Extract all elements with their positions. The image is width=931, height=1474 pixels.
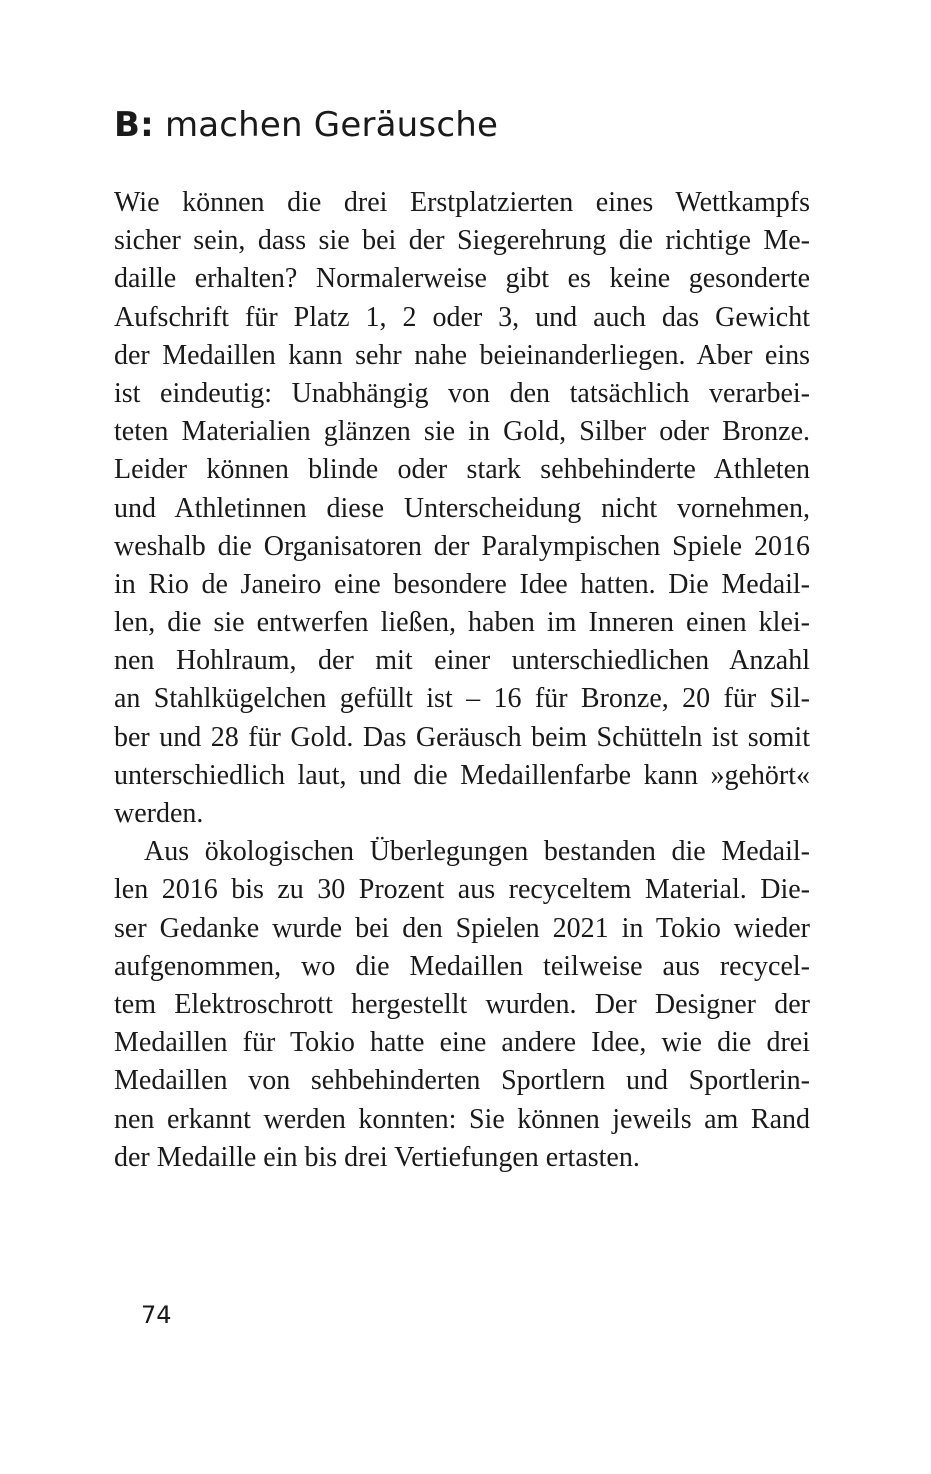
paragraph-1 [114,184,810,833]
text-line: Medaillen für Tokio hatte eine andere Idee, wie die drei [114,1027,810,1059]
text-line: ist eindeutig: Unabhängig von den tatsächlich verarbei- [114,377,810,409]
text-line: weshalb die Organisatoren der Paralympischen Spiele 2016 [114,530,810,562]
text-line: len, die sie entwerfen ließen, haben im Inneren einen klei- [114,607,810,639]
text-line: daille erhalten? Normalerweise gibt es keine gesonderte [114,263,810,295]
text-line: nen Hohlraum, der mit einer unterschiedlichen Anzahl [114,645,810,677]
text-line: der Medaille ein bis drei Vertiefungen ertasten. [114,1141,640,1173]
text-line: und Athletinnen diese Unterscheidung nicht vornehmen, [114,492,810,524]
text-line: Medaillen von sehbehinderten Sportlern und Sportlerin- [114,1065,810,1097]
section-heading [114,98,498,152]
text-line: an Stahlkügelchen gefüllt ist – 16 für Bronze, 20 für Sil- [114,683,810,715]
text-line: ser Gedanke wurde bei den Spielen 2021 in Tokio wieder [114,912,810,944]
text-line: der Medaillen kann sehr nahe beieinanderliegen. Aber eins [114,339,810,371]
paragraph-2 [114,833,810,1177]
text-line: len 2016 bis zu 30 Prozent aus recyceltem Material. Die- [114,874,810,906]
text-line: nen erkannt werden konnten: Sie können jeweils am Rand [114,1103,810,1135]
section-title: machen Geräusche [164,105,499,145]
text-line: ber und 28 für Gold. Das Geräusch beim Schütteln ist somit [114,721,810,753]
text-line: Aus ökologischen Überlegungen bestanden die Medail- [144,836,810,868]
text-line: teten Materialien glänzen sie in Gold, Silber oder Bronze. [114,416,810,448]
text-line: werden. [114,798,204,829]
section-letter: B: [114,105,154,145]
text-line: tem Elektroschrott hergestellt wurden. Der Designer der [114,988,810,1020]
text-line: Wie können die drei Erstplatzierten eines Wettkampfs [114,187,810,218]
text-line: aufgenommen, wo die Medaillen teilweise aus recycel- [114,950,810,982]
text-line: Leider können blinde oder stark sehbehinderte Athleten [114,454,810,486]
text-line: sicher sein, dass sie bei der Siegerehrung die richtige Me- [114,225,810,257]
text-line: in Rio de Janeiro eine besondere Idee hatten. Die Medail- [114,568,810,600]
body-text [114,184,810,1177]
text-line: Aufschrift für Platz 1, 2 oder 3, und auch das Gewicht [114,301,810,333]
page-number: 74 [141,1301,172,1329]
text-line: unterschiedlich laut, und die Medaillenfarbe kann »gehört« [114,759,810,791]
